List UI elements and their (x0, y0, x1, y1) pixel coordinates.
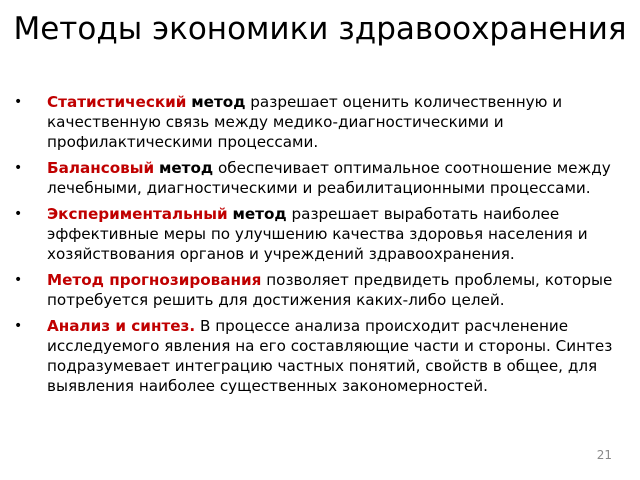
bullet-text: разрешает оценить количественную и качественную связь между медико-диагностическими и профилактическими процессами. (47, 93, 563, 151)
term-word: метод (158, 159, 214, 177)
term-word: метод (191, 93, 246, 111)
bullet-text: В процессе анализа происходит расчленение исследуемого явления на его составляющие части и стороны. Синтез подразумевает интеграцию частных понятий, свойств в общее, для выявления наиболее существенных закономерностей. (47, 317, 613, 395)
term-label: Метод прогнозирования (47, 271, 262, 289)
bullet-forecasting-method (14, 270, 626, 310)
bullet-dot-icon: • (14, 272, 23, 288)
bullet-analysis-synthesis (14, 316, 626, 396)
term-label: Анализ и синтез. (47, 317, 196, 335)
bullet-statistical-method (14, 92, 626, 152)
bullet-dot-icon: • (14, 206, 23, 222)
term-label: Экспериментальный (47, 205, 228, 223)
bullet-balance-method (14, 158, 626, 198)
bullet-text: позволяет предвидеть проблемы, которые потребуется решить для достижения каких-либо целей. (47, 271, 613, 309)
bullet-experimental-method (14, 204, 626, 264)
bullet-dot-icon: • (14, 94, 23, 110)
term-label: Статистический (47, 93, 187, 111)
bullet-text: обеспечивает оптимальное соотношение между лечебными, диагностическими и реабилитационными процессами. (47, 159, 611, 197)
term-label: Балансовый (47, 159, 155, 177)
bullet-dot-icon: • (14, 318, 23, 334)
term-word: метод (232, 205, 287, 223)
bullet-list (14, 92, 626, 402)
bullet-text: разрешает выработать наиболее эффективные меры по улучшению качества здоровья населения и хозяйствования органов и учреждений здравоохранения. (47, 205, 588, 263)
page-number: 21 (596, 448, 612, 462)
bullet-dot-icon: • (14, 160, 23, 176)
slide-title: Методы экономики здравоохранения (13, 11, 627, 47)
